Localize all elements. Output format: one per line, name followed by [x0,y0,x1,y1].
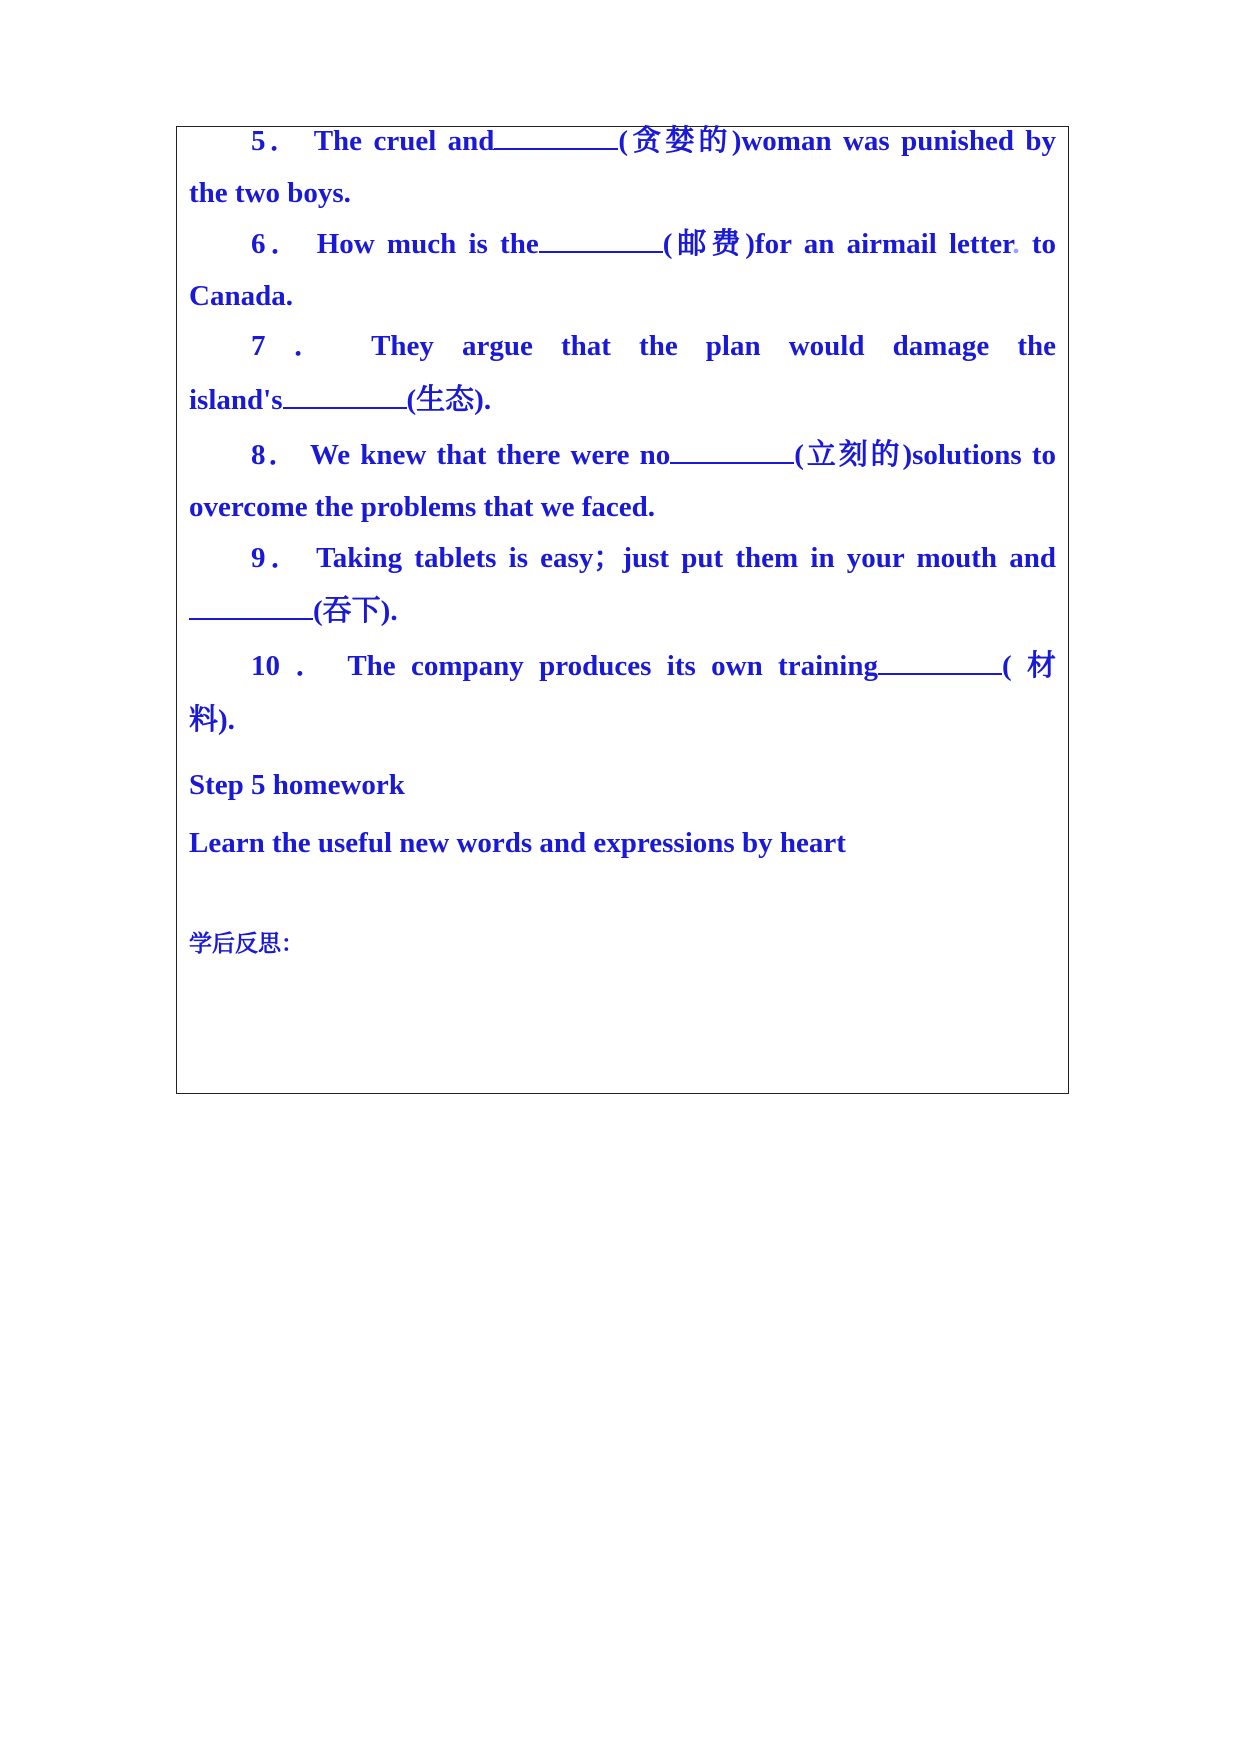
question-8-number: 8． [251,439,301,471]
step5-task: Learn the useful new words and expressions by heart [189,827,846,859]
question-9-line-1 [251,538,1056,578]
question-9-line-2 [189,591,1056,631]
question-6-number: 6． [251,228,305,260]
question-10-text-before: The company produces its own training [347,650,878,682]
question-8-text-before: We knew that there were no [309,439,671,471]
question-8-text-after: (立刻的)solutions to [794,439,1056,471]
question-7-number: 7 ． [251,330,344,362]
question-5-text-after: (贪婪的)woman was punished by [618,125,1056,157]
question-10-number: 10 ． [251,650,333,682]
question-6-line-1 [251,224,1056,264]
question-7-line-1 [251,326,1056,366]
question-5-line-2: the two boys. [189,177,351,209]
question-6-text-after: (邮费)for an airmail letter [662,228,1013,260]
question-5-line-1 [251,121,1056,161]
question-7-line-2 [189,380,1056,420]
question-9-text-after: (吞下). [313,595,398,627]
question-10-blank[interactable] [878,647,1002,675]
question-8-line-2: overcome the problems that we faced. [189,491,656,523]
question-6-line-2: Canada. [189,280,293,312]
question-9-blank[interactable] [189,592,313,620]
question-10-line-2: 料). [189,704,235,736]
question-7-text-before: island's [189,384,283,416]
question-6-text-end: to [1031,228,1056,260]
question-6-blank[interactable] [539,225,663,253]
question-5-text-before: The cruel and [313,125,495,157]
question-9-text: Taking tablets is easy；just put them in your mouth and [316,542,1056,574]
reflection-label: 学后反思： [189,931,304,956]
question-7-text: They argue that the plan would damage the [371,330,1056,362]
question-8-line-1 [251,435,1056,475]
question-8-blank[interactable] [670,436,794,464]
question-10-line-1 [251,646,1056,686]
question-7-text-after: (生态). [406,384,492,416]
question-7-blank[interactable] [283,381,407,409]
worksheet-frame [176,126,1069,1094]
step5-heading: Step 5 homework [189,769,405,801]
question-9-number: 9． [251,542,305,574]
question-6-text-before: How much is the [316,228,539,260]
question-5-blank[interactable] [494,122,618,150]
question-6-dot: . [1012,228,1020,260]
question-10-text-after: ( 材 [1001,650,1056,682]
question-5-number: 5． [251,125,303,157]
